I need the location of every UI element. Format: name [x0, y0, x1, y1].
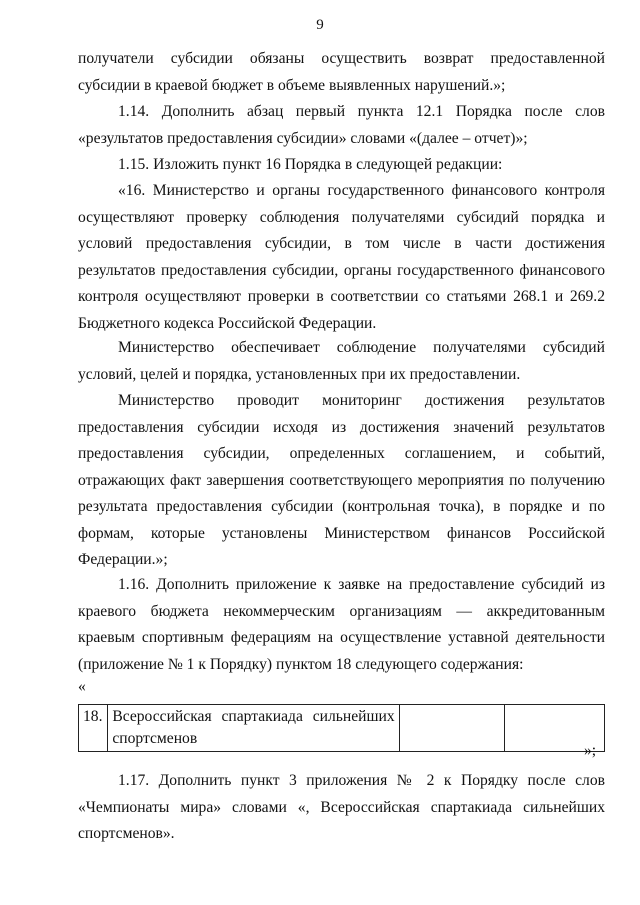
sports-table [78, 704, 605, 752]
opening-quote: « [78, 678, 86, 695]
page-number: 9 [316, 17, 324, 33]
paragraph-1-15: 1.15. Изложить пункт 16 Порядка в следующей редакции: [118, 156, 503, 173]
table-cell-name: Всероссийская спартакиада сильнейших спортсменов [108, 705, 399, 752]
paragraph-ministry-ensures: Министерство обеспечивает соблюдение получателями субсидий условий, целей и порядка, установленных при их предоставлении. [78, 339, 605, 383]
paragraph-point-16: «16. Министерство и органы государственного финансового контроля осуществляют проверку соблюдения получателями субсидий порядка и условий предоставления субсидии, в том числе в части достижения результатов предоставления субсидии, органы государственного финансового контроля осуществляют проверки в соответствии со статьями 268.1 и 269.2 Бюджетного кодекса Российской Федерации. [78, 182, 605, 332]
closing-quote: »; [584, 742, 597, 759]
paragraph-1-17: 1.17. Дополнить пункт 3 приложения № 2 к Порядку после слов «Чемпионаты мира» словами «, Всероссийская спартакиада сильнейших спортсменов». [78, 772, 605, 842]
table-cell-empty-1 [399, 705, 504, 752]
paragraph-subsidy-return: получатели субсидии обязаны осуществить возврат предоставленной субсидии в краевой бюджет в объеме выявленных нарушений.»; [78, 50, 605, 94]
paragraph-1-14: 1.14. Дополнить абзац первый пункта 12.1 Порядка после слов «результатов предоставления субсидии» словами «(далее – отчет)»; [78, 103, 605, 147]
table-row [79, 705, 605, 752]
paragraph-1-16: 1.16. Дополнить приложение к заявке на предоставление субсидий из краевого бюджета некоммерческим организациям — аккредитованным краевым спортивным федерациям на осуществление уставной деятельности (приложение № 1 к Порядку) пунктом 18 следующего содержания: [78, 576, 605, 673]
paragraph-ministry-monitoring: Министерство проводит мониторинг достижения результатов предоставления субсидии исходя из достижения значений результатов предоставления субсидии, определенных соглашением, и событий, отражающих факт завершения соответствующего мероприятия по получению результата предоставления субсидии (контрольная точка), в порядке и по формам, которые установлены Министерством финансов Российской Федерации.»; [78, 392, 605, 568]
table-cell-number: 18. [79, 705, 108, 752]
